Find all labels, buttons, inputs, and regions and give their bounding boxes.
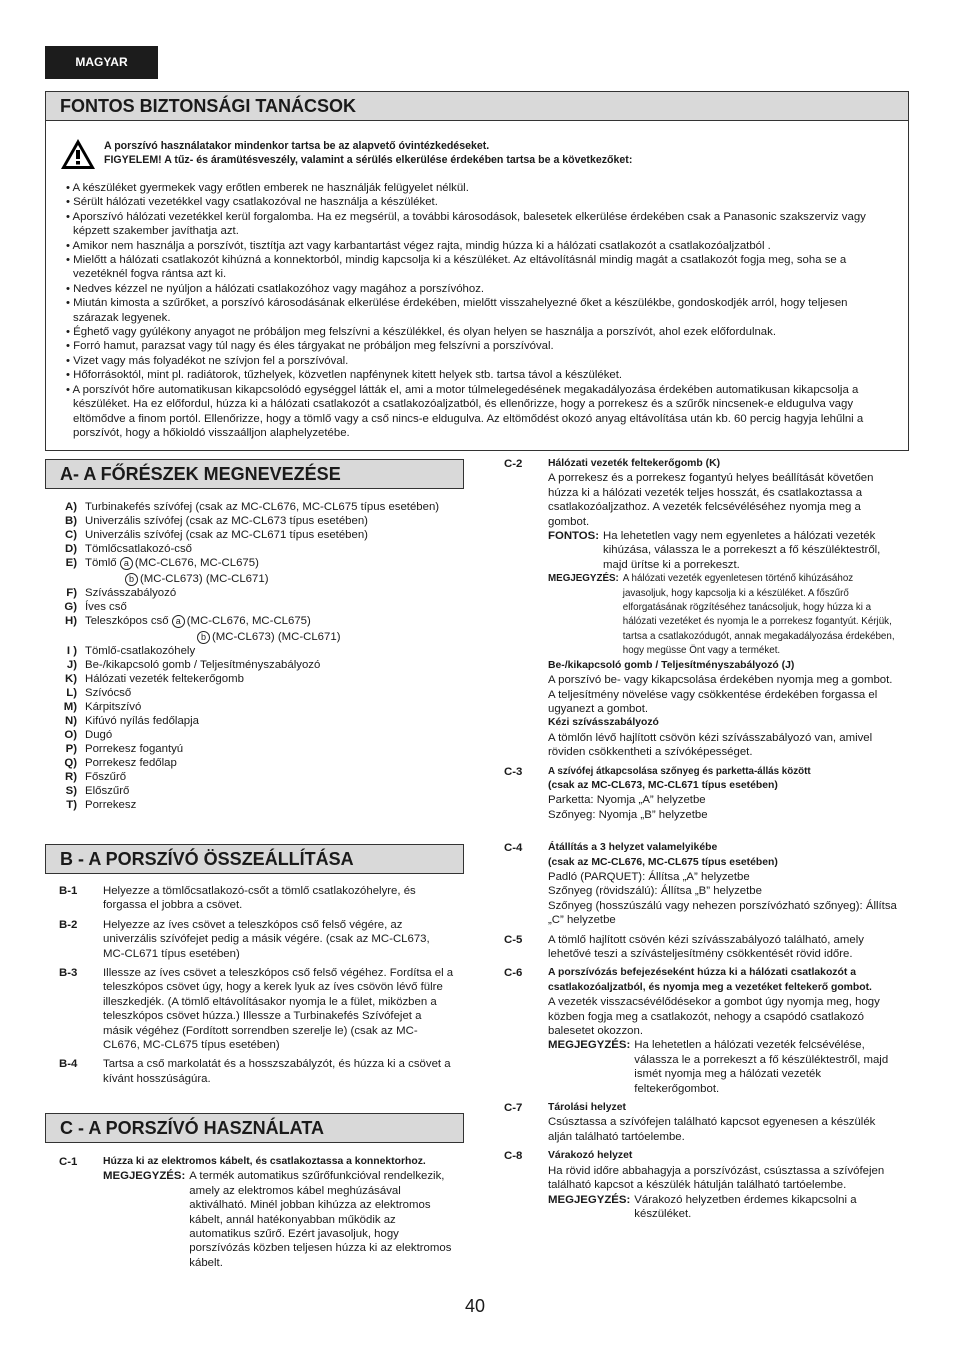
step-text: Illessze az íves csövet a teleszkópos cső felső végéhez. Fordítsa el a teleszkópos csövet úgy, hogy a kerek lyuk az íves csövön lévő fülre illeszkedjék. (A tömlő eltávolításakor nyomja le a fület, miközben a teleszkópos csövet húzza.) Illessze a Turbinakefés Szívófejet a másik végéhez (Fordított sorrendben szerelje le) (csak az MC-CL676, MC-CL675 típus esetében) [103, 967, 454, 1052]
safety-item: • Hőforrásoktól, mint pl. radiátorok, tűzhelyek, közvetlen napfénynek kitett helyek stb. tartsa távol a készüléket. [66, 369, 623, 382]
variant-b-text: (MC-CL673) (MC-CL671) [212, 631, 341, 643]
part-key: S) [65, 785, 77, 797]
step-c7 [504, 1101, 897, 1144]
step-heading: Átállítás a 3 helyzet valamelyikébe [548, 842, 718, 854]
warning-text [104, 139, 632, 167]
safety-item: • Éghető vagy gyúlékony anyagot ne próbáljon meg felszívni a készülékkel, és olyan helyen se használja a porszívót, ahol ezek előfordulnak. [66, 326, 777, 339]
part-row [45, 714, 465, 728]
note-label: MEGJEGYZÉS: [548, 1193, 631, 1206]
part-name-text: Tömlő [85, 557, 117, 569]
step-c2 [504, 457, 897, 760]
part-row [45, 528, 465, 542]
important-label: FONTOS: [548, 530, 600, 543]
section-b-title: B - A PORSZÍVÓ ÖSSZEÁLLÍTÁSA [45, 844, 464, 874]
step-text: Ha rövid időre abbahagyja a porszívózást, csúsztassa a szívófejen található kapcsot a készülék hátulján található tartóelembe. [548, 1164, 885, 1192]
step-b1 [59, 884, 454, 913]
step-heading: A szívófej átkapcsolása szőnyeg és parketta-állás között [548, 765, 811, 777]
part-row [45, 770, 465, 784]
step-key: C-8 [504, 1150, 523, 1163]
section-c-right-column [504, 457, 897, 1226]
part-key: T) [66, 799, 77, 811]
part-row [45, 784, 465, 798]
important-text: Ha lehetetlen vagy nem egyenletes a hálózati vezeték kihúzása, válassza le a porrekeszt a fő készüléktestről, majd ürítse ki a porrekeszt. [603, 530, 881, 571]
part-key: N) [64, 715, 77, 727]
safety-box [45, 121, 909, 451]
part-name: Íves cső [85, 601, 127, 613]
part-row [45, 600, 465, 614]
step-text: A porrekesz és a porrekesz fogantyú helyes beállítását követően húzza ki a hálózati vezeték teljes hosszát, és csatlakoztassa a csatlakozóaljzathoz. A vezeték felcsévéléséhez nyomja meg a gombot. [548, 472, 874, 528]
part-key: A) [64, 501, 77, 513]
safety-item: • Aporszívó hálózati vezetékkel kerül forgalomba. Ha ez megsérül, a további károsodások, balesetek elkerülése érdekében csak a Panasonic szakszerviz vagy képzett szakember javíthatja azt. [66, 210, 866, 238]
warning-line-2: FIGYELEM! A tűz- és áramütésveszély, valamint a sérülés elkerülése érdekében tartsa be a következőket: [104, 154, 633, 166]
step-text: A tömlő hajlított csövén kézi szívásszabályozó található, amely lehetővé teszi a szívásteljesítmény csökkentését rövid időre. [548, 933, 864, 960]
part-row [45, 500, 465, 514]
parts-list [45, 500, 465, 812]
part-key: G) [64, 601, 77, 613]
step-b2 [59, 918, 454, 961]
step-c5 [504, 933, 897, 962]
part-key: Q) [64, 757, 77, 769]
step-c1 [59, 1155, 454, 1275]
part-row [45, 614, 465, 628]
step-key: C-6 [504, 967, 523, 980]
step-key: C-1 [59, 1156, 78, 1168]
safety-item: • A készüléket gyermekek vagy erőtlen emberek ne használják felügyelet nélkül. [66, 182, 469, 194]
part-variant [85, 630, 465, 644]
part-row-continued [45, 630, 465, 644]
part-key: H) [64, 615, 77, 627]
step-key: C-3 [504, 765, 523, 778]
part-name: Hálózati vezeték feltekerőgomb [85, 673, 244, 685]
step-heading: Várakozó helyzet [548, 1150, 633, 1162]
step-subheading: Be-/kikapcsoló gomb / Teljesítményszabályozó (J) [548, 659, 795, 671]
part-row [45, 686, 465, 700]
part-row [45, 798, 465, 812]
part-name: Turbinakefés szívófej (csak az MC-CL676, MC-CL675 típus esetében) [85, 501, 440, 513]
page-number: 40 [465, 1296, 486, 1316]
variant-b-text: (MC-CL673) (MC-CL671) [140, 573, 269, 585]
part-name: Be-/kikapcsoló gomb / Teljesítményszabályozó [85, 659, 321, 671]
safety-item: • Mielőtt a hálózati csatlakozót kihúzná a konnektorból, mindig kapcsolja ki a készüléket. Az eltávolításnál mindig magát a csatlakozót fogja meg, soha se a vezetéknél fogva rántsa azt ki. [66, 254, 847, 281]
note-text: Várakozó helyzetben érdemes kikapcsolni a készüléket. [634, 1193, 857, 1220]
part-key: O) [64, 729, 77, 741]
step-key: B-3 [59, 967, 78, 980]
part-row [45, 644, 465, 658]
warning-triangle-icon [60, 138, 96, 170]
part-key: P) [65, 743, 77, 755]
safety-item: • Sérült hálózati vezetékkel vagy csatlakozóval ne használja a készüléket. [66, 196, 438, 209]
step-c4 [504, 841, 897, 927]
part-row [45, 742, 465, 756]
step-key: C-4 [504, 842, 523, 855]
safety-item: • Nedves kézzel ne nyúljon a hálózati csatlakozóhoz vagy magához a porszívóhoz. [66, 282, 485, 295]
part-key: J) [66, 659, 77, 671]
note-text: A hálózati vezeték egyenletesen történő kihúzásához javasoljuk, hogy kapcsolja ki a készüléket. A főszűrő elforgatásának rögzítéséhez tanácsoljuk, hogy húzza ki a hálózati vezetéket és nyomja le a porrekesz fogantyút. Kérjük, tartsa a csatlakozódugót, annak megakadályozása érdekében, hogy megüsse Önt vagy a terméket. [622, 573, 895, 657]
safety-item: • Vizet vagy más folyadékot ne szívjon fel a porszívóval. [66, 354, 349, 367]
step-text: A vezeték visszacsévélődésekor a gombot úgy nyomja meg, hogy közben fogja meg a csatlakozót, nehogy a csapódó csatlakozó balesetet okozzon. [548, 996, 880, 1038]
part-name-text: Teleszkópos cső [85, 615, 169, 627]
safety-item: • Amikor nem használja a porszívót, tisztítja azt vagy karbantartást végez rajta, mindig húzza ki a hálózati csatlakozót a csatlakozóaljzatból . [66, 239, 771, 252]
step-line: Szőnyeg (hosszúszálú vagy nehezen porszívózható szőnyeg): Állítsa „C” helyzetbe [548, 899, 897, 927]
part-key: R) [64, 771, 77, 783]
step-text: A tömlőn lévő hajlított csövön kézi szívásszabályozó van, amivel röviden csökkentheti a szívóképességet. [548, 731, 873, 759]
part-row [45, 728, 465, 742]
variant-b-mark: b [197, 631, 210, 644]
part-key: C) [64, 529, 77, 541]
variant-a-text: (MC-CL676, MC-CL675) [186, 615, 311, 627]
part-row [45, 514, 465, 528]
step-b4 [59, 1057, 454, 1086]
part-name: Porrekesz fogantyú [85, 743, 184, 755]
step-heading: Hálózati vezeték feltekerőgomb (K) [548, 458, 721, 469]
part-name: Univerzális szívófej (csak az MC-CL673 típus esetében) [85, 515, 368, 527]
variant-a-mark: a [120, 557, 133, 570]
step-line: Szőnyeg: Nyomja „B” helyzetbe [548, 808, 708, 821]
safety-title: FONTOS BIZTONSÁGI TANÁCSOK [45, 91, 909, 121]
part-row [45, 586, 465, 600]
part-name: Előszűrő [85, 785, 130, 797]
part-row [45, 756, 465, 770]
step-c6 [504, 966, 897, 1096]
part-row [45, 700, 465, 714]
part-name: Porrekesz [85, 799, 137, 811]
part-key: B) [64, 515, 77, 527]
part-row [45, 672, 465, 686]
note-label: MEGJEGYZÉS: [548, 1039, 631, 1052]
safety-item: • Miután kimosta a szűrőket, a porszívó károsodásának elkerülése érdekében, mielőtt visszahelyezné őket a készülékbe, gondoskodjék arról, hogy teljesen szárazak legyenek. [66, 297, 848, 324]
step-c3 [504, 765, 897, 823]
safety-list [66, 181, 896, 440]
part-name: Főszűrő [85, 771, 127, 783]
part-row [45, 556, 465, 570]
step-heading-models: (csak az MC-CL676, MC-CL675 típus esetében) [548, 856, 778, 868]
language-tab: MAGYAR [45, 46, 158, 79]
part-key: E) [65, 557, 77, 569]
part-name: Szívócső [85, 687, 132, 699]
step-heading-models: (csak az MC-CL673, MC-CL671 típus esetében) [548, 779, 778, 791]
step-c8 [504, 1149, 897, 1221]
part-name: Kifúvó nyílás fedőlapja [85, 715, 199, 727]
part-key: F) [66, 587, 77, 599]
part-key: D) [64, 543, 77, 555]
step-line: Padló (PARQUET): Állítsa „A” helyzetbe [548, 870, 750, 883]
part-name: Porrekesz fedőlap [85, 757, 177, 769]
step-text: A porszívó be- vagy kikapcsolása érdekében nyomja meg a gombot. A teljesítmény növelése vagy csökkentése érdekében forgassa el ugyanezt a gombot. [548, 674, 893, 715]
step-heading: Húzza ki az elektromos kábelt, és csatlakoztassa a konnektorhoz. [103, 1156, 426, 1167]
part-key: L) [66, 687, 77, 699]
step-text: Tartsa a cső markolatát és a hosszszabályzót, és húzza ki a csövet a kívánt hosszúságúra. [103, 1058, 451, 1085]
part-name [85, 614, 465, 628]
part-row [45, 542, 465, 556]
part-variant [85, 572, 465, 586]
step-line: Parketta: Nyomja „A” helyzetbe [548, 794, 706, 807]
step-text: Helyezze az íves csövet a teleszkópos cső felső végére, az univerzális szívófejet pedig a másik végére. (csak az MC-CL673, MC-CL671 típus esetében) [103, 918, 430, 960]
part-row [45, 658, 465, 672]
note-text: A termék automatikus szűrőfunkcióval rendelkezik, amely az elektromos kábel meghúzásával aktiválható. Minél jobban kihúzza az elektromos kábelt, annál hatékonyabban működik az automatikus szűrő. Ezért javasoljuk, hogy porszívózás közben teljesen húzza ki az elektromos kábelt. [189, 1170, 452, 1269]
part-name: Univerzális szívófej (csak az MC-CL671 típus esetében) [85, 529, 368, 541]
note-label: MEGJEGYZÉS: [103, 1170, 186, 1183]
step-key: C-2 [504, 458, 523, 470]
step-subheading: Kézi szívásszabályozó [548, 717, 659, 729]
part-name [85, 556, 465, 570]
safety-item: • A porszívót hőre automatikusan kikapcsolódó egységgel látták el, ami a motor túlmelegedésének megakadályozása érdekében automatikusan kikapcsolja a készüléket. Ha ez előfordul, húzza ki a hálózati csatlakozót a csatlakozóaljzatból, és ellenőrizze, hogy a porrekesz és a szűrők nincsenek-e eldugulva vagy eltömődve a finom portól. Ellenőrizze, hogy a tömlő vagy a cső nincs-e eldugulva. Az eltömődést okozó anyag eltávolítása után kb. 60 percig hagyja lehűlni a porszívót, hogy a hőkioldó visszaálljon alaphelyzetébe. [66, 383, 864, 439]
variant-b-mark: b [125, 573, 138, 586]
part-name: Kárpitszívó [85, 701, 142, 713]
step-key: B-2 [59, 918, 78, 931]
note-text: Ha lehetetlen a hálózati vezeték felcsévélése, válassza le a porrekeszt a fő készüléktestről, majd ismét nyomja meg a hálózati vezeték feltekerőgombot. [634, 1039, 889, 1095]
part-name: Dugó [85, 729, 113, 741]
step-b3 [59, 966, 454, 1052]
step-text: Helyezze a tömlőcsatlakozó-csőt a tömlő csatlakozóhelyre, és forgassa el jobbra a csövet. [103, 885, 416, 912]
variant-a-text: (MC-CL676, MC-CL675) [134, 557, 259, 569]
section-b-steps [59, 884, 454, 1091]
safety-item: • Forró hamut, parazsat vagy túl nagy és éles tárgyakat ne próbáljon meg felszívni a porszívóval. [66, 340, 554, 353]
step-key: C-7 [504, 1102, 523, 1115]
part-key: I ) [66, 645, 77, 657]
section-a-title: A- A FŐRÉSZEK MEGNEVEZÉSE [45, 459, 464, 489]
part-row-continued [45, 572, 465, 586]
part-key: K) [64, 673, 77, 685]
part-name: Tömlő-csatlakozóhely [85, 645, 196, 657]
step-text: Csúsztassa a szívófejen található kapcsot egyenesen a készülék alján található tartóelembe. [548, 1116, 876, 1143]
note-label: MEGJEGYZÉS: [548, 573, 619, 585]
step-key: B-4 [59, 1058, 78, 1071]
step-line: Szőnyeg (rövidszálú): Állítsa „B” helyzetbe [548, 885, 762, 898]
step-key: B-1 [59, 885, 78, 897]
step-key: C-5 [504, 933, 523, 946]
step-heading: A porszívózás befejezéseként húzza ki a hálózati csatlakozót a csatlakozóaljzatból, és nyomja meg a vezetéket feltekerő gombot. [548, 967, 872, 993]
warning-line-1: A porszívó használatakor mindenkor tartsa be az alapvető óvintézkedéseket. [104, 140, 490, 152]
section-c-title: C - A PORSZÍVÓ HASZNÁLATA [45, 1113, 464, 1143]
part-key: M) [63, 701, 77, 713]
part-name: Szívásszabályozó [85, 587, 177, 599]
step-heading: Tárolási helyzet [548, 1102, 626, 1114]
variant-a-mark: a [172, 615, 185, 628]
part-name: Tömlőcsatlakozó-cső [85, 543, 192, 555]
